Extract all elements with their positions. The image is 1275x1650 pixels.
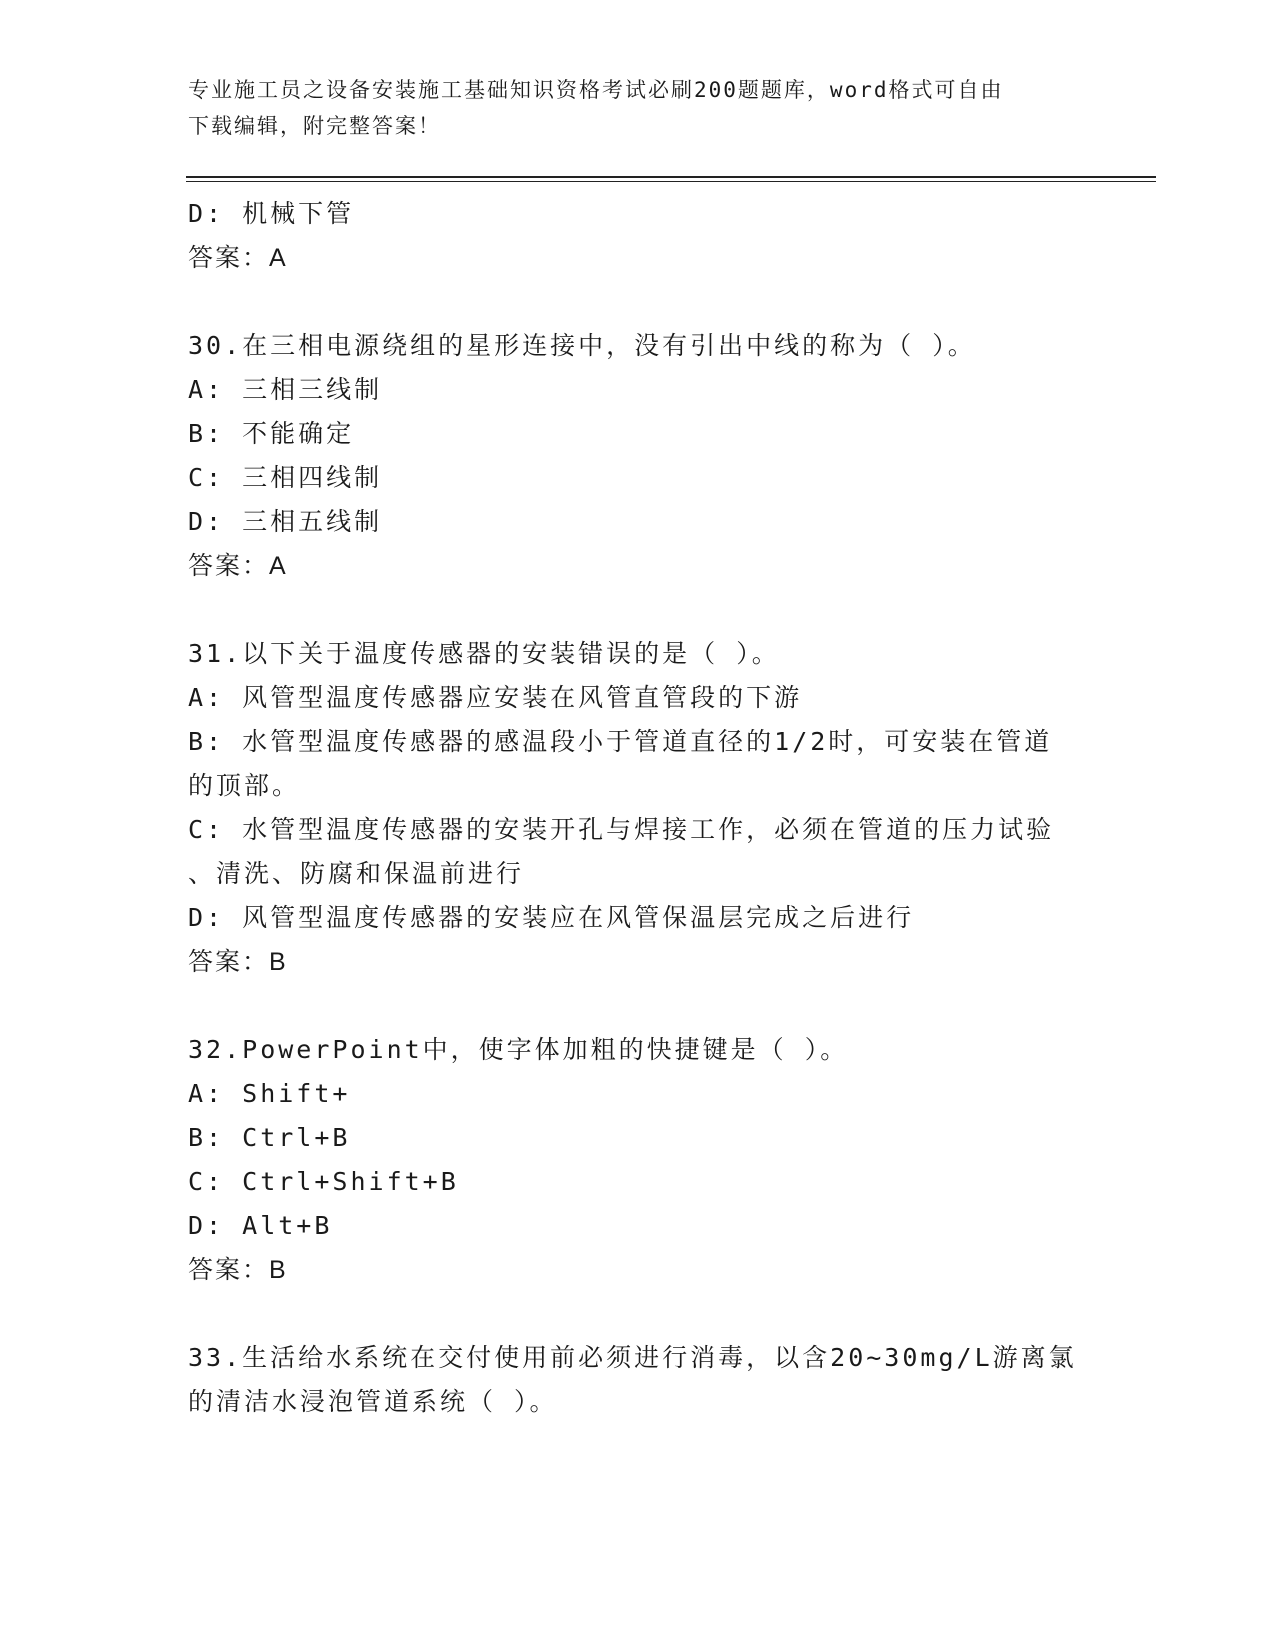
option-c: C: 水管型温度传感器的安装开孔与焊接工作，必须在管道的压力试验 xyxy=(188,815,1055,844)
option-d: D: 风管型温度传感器的安装应在风管保温层完成之后进行 xyxy=(188,903,915,932)
question-30 xyxy=(188,324,1088,588)
spacer xyxy=(188,1292,1088,1336)
question-33 xyxy=(188,1336,1088,1424)
option-c: C: Ctrl+Shift+B xyxy=(188,1167,459,1196)
option-b: B: 水管型温度传感器的感温段小于管道直径的1/2时，可安装在管道 xyxy=(188,727,1053,756)
answer: 答案：B xyxy=(188,948,288,976)
question-31 xyxy=(188,632,1088,984)
page-header xyxy=(188,72,1068,144)
option-b: B: Ctrl+B xyxy=(188,1123,351,1152)
spacer xyxy=(188,984,1088,1028)
option-c: C: 三相四线制 xyxy=(188,463,383,492)
question-stem-continued: 的清洁水浸泡管道系统（ ）。 xyxy=(188,1387,558,1416)
question-32 xyxy=(188,1028,1088,1292)
spacer xyxy=(188,280,1088,324)
answer: 答案：B xyxy=(188,1256,288,1284)
header-rule-thick xyxy=(186,176,1156,178)
question-content xyxy=(188,192,1088,1424)
option-a: A: Shift+ xyxy=(188,1079,351,1108)
prev-option-d: D: 机械下管 xyxy=(188,199,355,228)
option-d: D: 三相五线制 xyxy=(188,507,383,536)
option-d: D: Alt+B xyxy=(188,1211,333,1240)
question-stem: 33.生活给水系统在交付使用前必须进行消毒，以含20~30mg/L游离氯 xyxy=(188,1343,1077,1372)
option-c-continued: 、清洗、防腐和保温前进行 xyxy=(188,859,525,888)
option-b-continued: 的顶部。 xyxy=(188,771,301,800)
question-stem: 30.在三相电源绕组的星形连接中，没有引出中线的称为（ ）。 xyxy=(188,331,976,360)
option-b: B: 不能确定 xyxy=(188,419,355,448)
option-a: A: 三相三线制 xyxy=(188,375,383,404)
answer: 答案：A xyxy=(188,552,288,580)
header-rule-thin xyxy=(186,181,1156,182)
question-stem: 32.PowerPoint中，使字体加粗的快捷键是（ ）。 xyxy=(188,1035,849,1064)
prev-answer: 答案：A xyxy=(188,244,288,272)
question-stem: 31.以下关于温度传感器的安装错误的是（ ）。 xyxy=(188,639,780,668)
header-line-1: 专业施工员之设备安装施工基础知识资格考试必刷200题题库，word格式可自由 xyxy=(188,78,1004,102)
header-line-2: 下载编辑，附完整答案！ xyxy=(188,114,441,138)
option-a: A: 风管型温度传感器应安装在风管直管段的下游 xyxy=(188,683,803,712)
spacer xyxy=(188,588,1088,632)
